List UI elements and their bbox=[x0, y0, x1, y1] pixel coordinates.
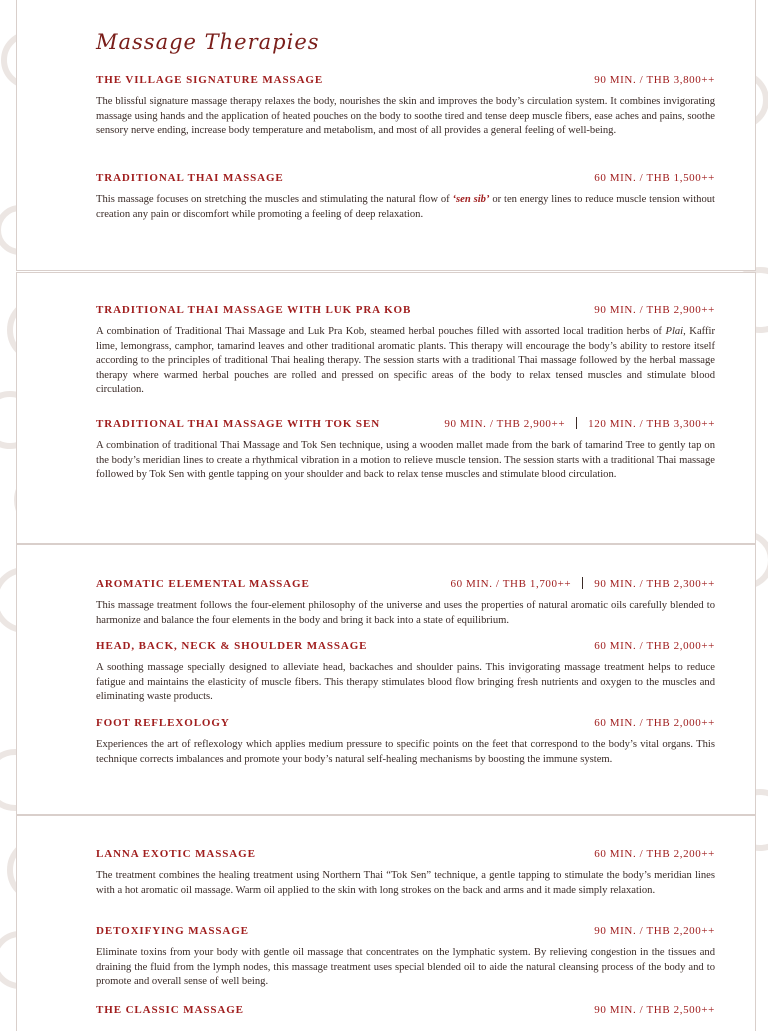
item-description: A combination of traditional Thai Massage and Tok Sen technique, using a wooden mallet made from the bark of tamarind Tree to gently tap on the body’s meridian lines to create a rhythmical vibration in a motion to relieve muscle tension. The session starts with a traditional Thai massage followed by Tok Sen with gentle tapping on your shoulder and back to relax tense muscles and stimulate blood circulation. bbox=[96, 440, 715, 480]
item-name: TRADITIONAL THAI MASSAGE bbox=[96, 172, 284, 184]
menu-item-detoxifying bbox=[96, 924, 715, 990]
menu-item-aromatic-elemental bbox=[96, 575, 715, 628]
item-name: HEAD, BACK, NECK & SHOULDER MASSAGE bbox=[96, 640, 368, 652]
menu-item-village-signature bbox=[96, 73, 715, 139]
item-description: A combination of Traditional Thai Massage and Luk Pra Kob, steamed herbal pouches filled with assorted local tradition herbs of Plai, Kaffir lime, lemongrass, camphor, tamarind leaves and other traditional aromatic plants. This therapy will encourage the body’s ability to restore itself according to the principles of traditional Thai healing therapy. The session starts with a traditional Thai massage followed by the herbal massage therapy where warmed herbal pouches are rolled and pressed on specific areas of the body to relax tensed muscles and stimulate blood circulation. bbox=[96, 326, 715, 395]
menu-item-classic bbox=[96, 1003, 715, 1017]
menu-item-tok-sen bbox=[96, 415, 715, 483]
price-divider bbox=[582, 577, 583, 589]
item-name: AROMATIC ELEMENTAL MASSAGE bbox=[96, 578, 310, 590]
item-price: 90 MIN. / THB 2,200++ bbox=[594, 925, 715, 937]
menu-item-head-back-neck bbox=[96, 639, 715, 705]
price-divider bbox=[576, 417, 577, 429]
menu-item-foot-reflexology bbox=[96, 716, 715, 767]
item-price-2: 90 MIN. / THB 2,300++ bbox=[594, 578, 715, 590]
menu-card-4 bbox=[16, 815, 756, 1031]
item-price: 90 MIN. / THB 3,800++ bbox=[594, 74, 715, 86]
menu-item-luk-pra-kob bbox=[96, 303, 715, 398]
item-name: DETOXIFYING MASSAGE bbox=[96, 925, 249, 937]
item-price: 90 MIN. / THB 2,900++ bbox=[594, 304, 715, 316]
item-description: Experiences the art of reflexology which applies medium pressure to specific points on the feet that correspond to the body’s vital organs. This technique corrects imbalances and promote your body’s natural self-healing mechanisms by boosting the immune system. bbox=[96, 739, 715, 765]
item-description: This massage focuses on stretching the muscles and stimulating the natural flow of ‘sen sib’ or ten energy lines to reduce muscle tension without creation any pain or discomfort while promoting a feeling of deep relaxation. bbox=[96, 194, 715, 220]
item-description: This massage treatment follows the four-element philosophy of the universe and uses the properties of natural aromatic oils carefully blended to harmonize and balance the four elements in the body and bring it back into a state of equilibrium. bbox=[96, 600, 715, 626]
menu-item-traditional-thai bbox=[96, 171, 715, 222]
item-name: FOOT REFLEXOLOGY bbox=[96, 717, 230, 729]
plai-emphasis: Plai bbox=[665, 326, 684, 337]
menu-item-lanna-exotic bbox=[96, 847, 715, 898]
item-price-2: 120 MIN. / THB 3,300++ bbox=[588, 418, 715, 430]
item-price: 60 MIN. / THB 2,000++ bbox=[594, 640, 715, 652]
item-description: The blissful signature massage therapy relaxes the body, nourishes the skin and improves the body’s circulation system. It combines invigorating massage using hands and the application of heated pouches on the body to soothe tired and tense deep muscle fibers, ease aches and pains, soothe sensory nerve ending, increase body temperature and metabolism, and most of all provides a general feeling of well-being. bbox=[96, 96, 715, 136]
item-description: Eliminate toxins from your body with gentle oil massage that concentrates on the lymphatic system. By relieving congestion in the tissues and draining the fluid from the lymph nodes, this massage treatment uses special blended oil to aide the natural cleansing process of the body and to promote and overall sense of well being. bbox=[96, 947, 715, 987]
menu-card-3 bbox=[16, 544, 756, 815]
item-price: 60 MIN. / THB 1,500++ bbox=[594, 172, 715, 184]
item-price: 90 MIN. / THB 2,500++ bbox=[594, 1004, 715, 1016]
item-description: The treatment combines the healing treatment using Northern Thai “Tok Sen” technique, a gentle tapping to stimulate the body’s meridian lines with a hot aromatic oil massage. Warm oil applied to the skin with long strokes on the back and arms and it made simply relaxation. bbox=[96, 870, 715, 896]
item-name: TRADITIONAL THAI MASSAGE WITH TOK SEN bbox=[96, 418, 381, 430]
item-name: THE CLASSIC MASSAGE bbox=[96, 1004, 244, 1016]
page-title: Massage Therapies bbox=[96, 30, 320, 54]
menu-card-2 bbox=[16, 272, 756, 544]
sen-sib-highlight: ‘sen sib’ bbox=[452, 194, 490, 205]
item-name: TRADITIONAL THAI MASSAGE WITH LUK PRA KOB bbox=[96, 304, 412, 316]
menu-card-1 bbox=[16, 0, 756, 271]
item-price: 90 MIN. / THB 2,900++ bbox=[444, 418, 566, 430]
item-description: A soothing massage specially designed to alleviate head, backaches and shoulder pains. This invigorating massage treatment helps to reduce fatigue and maintains the elasticity of muscle fibers. This therapy stimulates blood flow bringing fresh nutrients and oxygen to the muscles and eliminating waste products. bbox=[96, 662, 715, 702]
item-name: THE VILLAGE SIGNATURE MASSAGE bbox=[96, 74, 324, 86]
item-price: 60 MIN. / THB 1,700++ bbox=[450, 578, 572, 590]
item-price: 60 MIN. / THB 2,200++ bbox=[594, 848, 715, 860]
item-price: 60 MIN. / THB 2,000++ bbox=[594, 717, 715, 729]
item-name: LANNA EXOTIC MASSAGE bbox=[96, 848, 256, 860]
